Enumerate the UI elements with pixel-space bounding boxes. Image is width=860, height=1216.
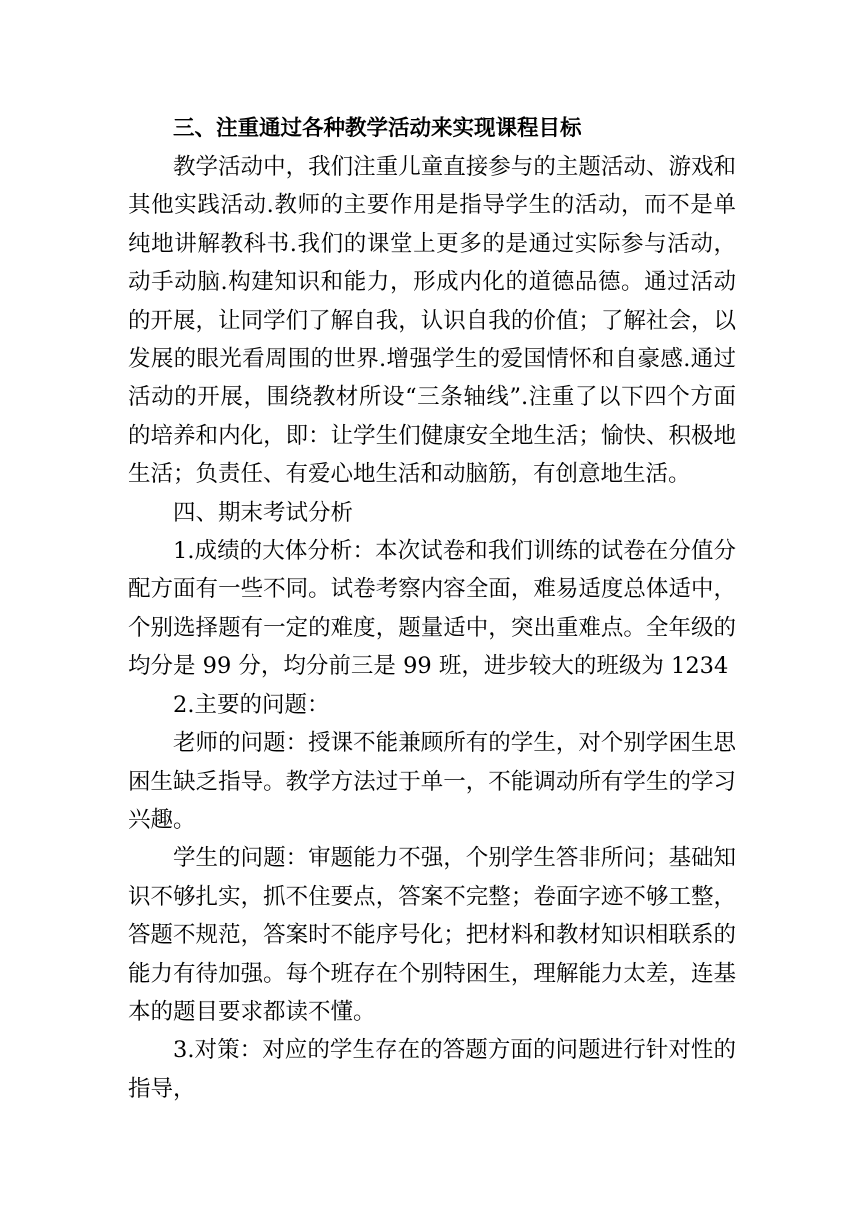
paragraph-teacher-problems: 老师的问题：授课不能兼顾所有的学生，对个别学困生思困生缺乏指导。教学方法过于单一，不能调动所有学生的学习兴趣。: [128, 730, 736, 833]
paragraph-student-problems: 学生的问题：审题能力不强，个别学生答非所问；基础知识不够扎实，抓不住要点，答案不完整；卷面字迹不够工整，答题不规范，答案时不能序号化；把材料和教材知识相联系的能力有待加强。每个班存在个别特困生，理解能力太差，连基本的题目要求都读不懂。: [128, 845, 736, 1025]
document-body: [128, 110, 736, 1108]
section-heading-4: 四、期末考试分析: [173, 499, 354, 526]
paragraph-teaching-activities: 教学活动中，我们注重儿童直接参与的主题活动、游戏和其他实践活动.教师的主要作用是指导学生的活动，而不是单纯地讲解教科书.我们的课堂上更多的是通过实际参与活动，动手动脑.构建知识和能力，形成内化的道德品德。通过活动的开展，让同学们了解自我，认识自我的价值；了解社会，以发展的眼光看周围的世界.增强学生的爱国情怀和自豪感.通过活动的开展，围绕教材所设“三条轴线”.注重了以下四个方面的培养和内化，即：让学生们健康安全地生活；愉快、积极地生活；负责任、有爱心地生活和动脑筋，有创意地生活。: [128, 154, 736, 488]
paragraph-results-analysis: 1.成绩的大体分析：本次试卷和我们训练的试卷在分值分配方面有一些不同。试卷考察内容全面，难易适度总体适中，个别选择题有一定的难度，题量适中，突出重难点。全年级的均分是 99 分，均分前三是 99 班，进步较大的班级为 1234: [128, 538, 736, 680]
section-heading-3: 三、注重通过各种教学活动来实现课程目标: [173, 116, 582, 141]
paragraph-main-problems-title: 2.主要的问题：: [173, 691, 330, 718]
paragraph-countermeasures: 3.对策：对应的学生存在的答题方面的问题进行针对性的指导，: [128, 1037, 736, 1102]
